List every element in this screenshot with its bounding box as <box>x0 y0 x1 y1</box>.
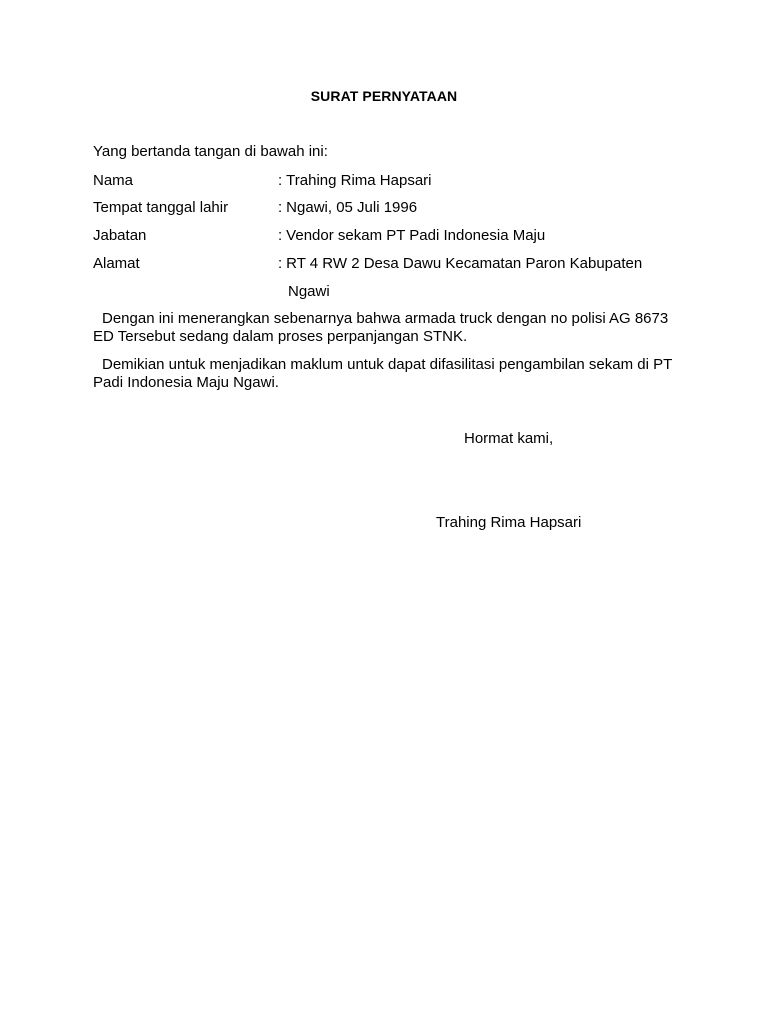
field-value-wrap <box>278 227 545 244</box>
field-colon: : <box>278 255 283 272</box>
field-colon: : <box>278 227 283 244</box>
paragraph-statement: Dengan ini menerangkan sebenarnya bahwa armada truck dengan no polisi AG 8673 ED Tersebut sedang dalam proses perpanjangan STNK. <box>93 310 669 345</box>
field-label: Jabatan <box>93 227 147 244</box>
intro-text: Yang bertanda tangan di bawah ini: <box>93 143 328 160</box>
signatory-name: Trahing Rima Hapsari <box>436 514 582 531</box>
field-label: Tempat tanggal lahir <box>93 199 229 216</box>
field-value: Ngawi, 05 Juli 1996 <box>286 199 418 216</box>
address-continuation: Ngawi <box>288 283 330 300</box>
paragraph-closing-note: Demikian untuk menjadikan maklum untuk dapat difasilitasi pengambilan sekam di PT Padi Indonesia Maju Ngawi. <box>93 356 673 391</box>
field-colon: : <box>278 199 283 216</box>
field-value-wrap <box>278 199 417 216</box>
field-value-wrap <box>278 255 642 272</box>
field-value: RT 4 RW 2 Desa Dawu Kecamatan Paron Kabupaten <box>286 255 643 272</box>
field-colon: : <box>278 172 283 189</box>
field-alamat <box>93 255 733 275</box>
field-value-wrap <box>278 172 432 189</box>
field-nama <box>93 172 733 192</box>
field-value: Trahing Rima Hapsari <box>286 172 432 189</box>
field-tempat-tanggal-lahir <box>93 199 733 219</box>
field-jabatan <box>93 227 733 247</box>
field-label: Alamat <box>93 255 140 272</box>
field-value: Vendor sekam PT Padi Indonesia Maju <box>286 227 546 244</box>
closing-salutation: Hormat kami, <box>464 430 554 447</box>
field-label: Nama <box>93 172 134 189</box>
document-title: SURAT PERNYATAAN <box>310 88 458 104</box>
